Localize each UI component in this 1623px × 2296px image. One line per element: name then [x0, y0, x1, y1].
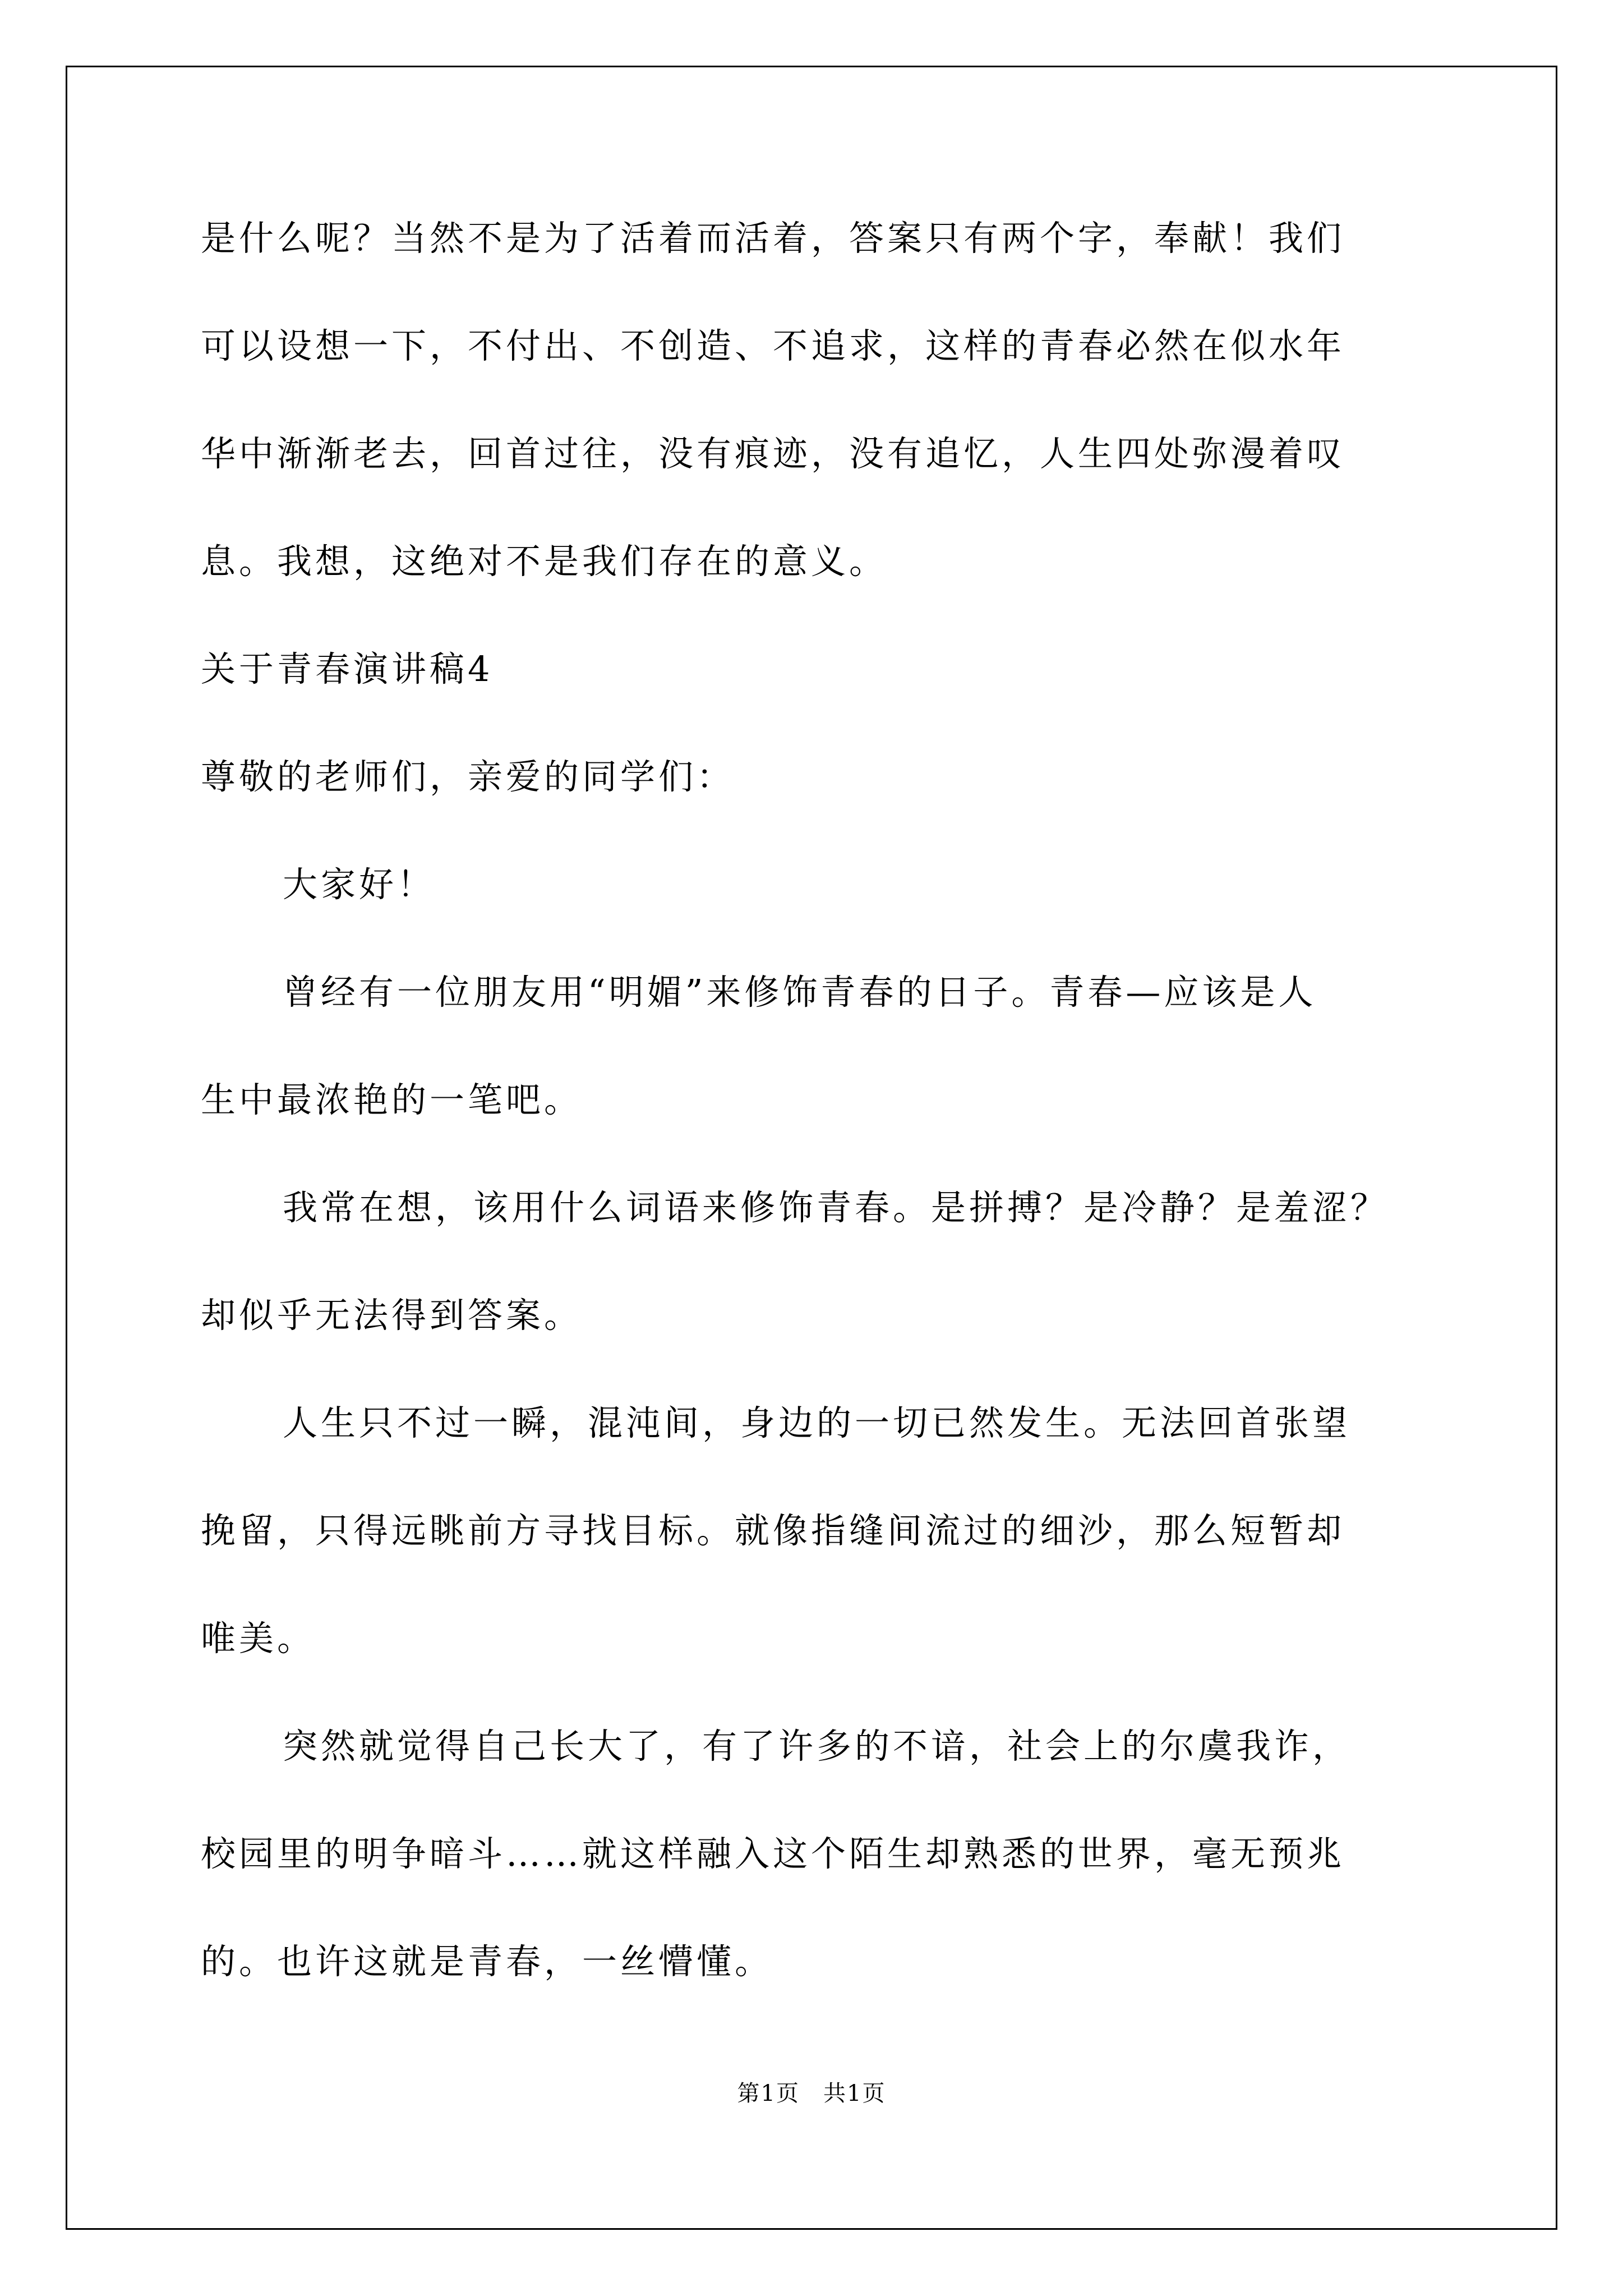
paragraph-line: 唯美。	[201, 1618, 316, 1659]
paragraph-line: 的。也许这就是青春，一丝懵懂。	[201, 1941, 773, 1982]
paragraph-line: 挽留，只得远眺前方寻找目标。就像指缝间流过的细沙，那么短暂却	[201, 1510, 1345, 1551]
paragraph-line: 曾经有一位朋友用“明媚”来修饰青春的日子。青春—应该是人	[283, 972, 1317, 1013]
paragraph-line: 校园里的明争暗斗……就这样融入这个陌生却熟悉的世界，毫无预兆	[201, 1833, 1345, 1874]
paragraph-line: 可以设想一下，不付出、不创造、不追求，这样的青春必然在似水年	[201, 325, 1345, 366]
paragraph-line: 息。我想，这绝对不是我们存在的意义。	[201, 541, 888, 582]
page-number-footer: 第1页 共1页	[737, 2081, 886, 2106]
greeting: 大家好！	[283, 864, 436, 905]
salutation: 尊敬的老师们，亲爱的同学们：	[201, 756, 735, 797]
paragraph-line: 我常在想，该用什么词语来修饰青春。是拼搏？是冷静？是羞涩？	[283, 1187, 1389, 1228]
paragraph-line: 人生只不过一瞬，混沌间，身边的一切已然发生。无法回首张望	[283, 1402, 1351, 1443]
paragraph-line: 华中渐渐老去，回首过往，没有痕迹，没有追忆，人生四处弥漫着叹	[201, 433, 1345, 474]
paragraph-line: 生中最浓艳的一笔吧。	[201, 1079, 583, 1120]
paragraph-line: 是什么呢？当然不是为了活着而活着，答案只有两个字，奉献！我们	[201, 218, 1345, 259]
paragraph-line: 却似乎无法得到答案。	[201, 1295, 583, 1336]
paragraph-line: 突然就觉得自己长大了，有了许多的不谙，社会上的尔虞我诈，	[283, 1726, 1351, 1766]
document-body	[201, 216, 1451, 2047]
section-heading: 关于青春演讲稿4	[201, 648, 494, 689]
